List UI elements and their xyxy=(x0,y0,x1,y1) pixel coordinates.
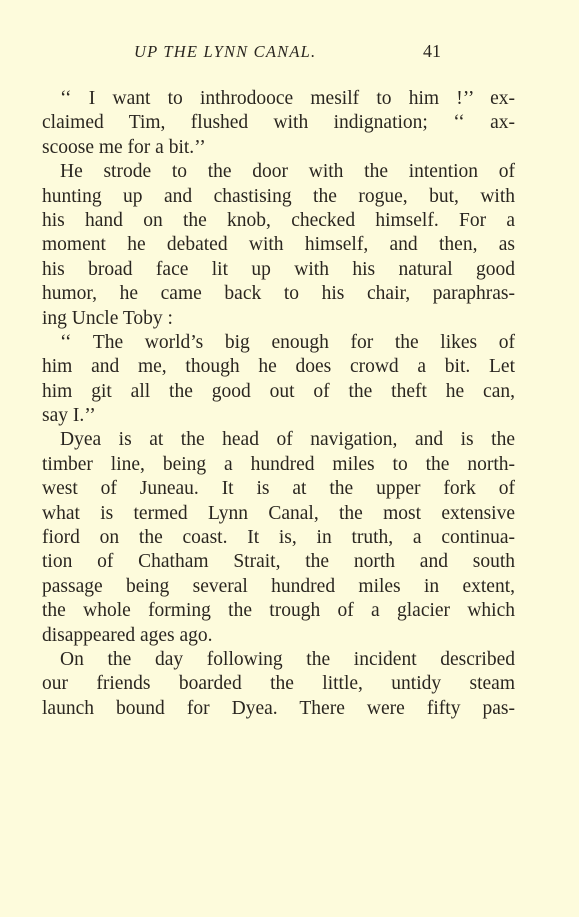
text-line: our friends boarded the little, untidy steam xyxy=(42,673,515,695)
text-line: say I.’’ xyxy=(42,405,96,427)
text-line: humor, he came back to his chair, paraphras- xyxy=(42,283,515,305)
text-line: hunting up and chastising the rogue, but, with xyxy=(42,185,515,207)
text-line: moment he debated with himself, and then, as xyxy=(42,234,515,256)
text-line: tion of Chatham Strait, the north and south xyxy=(42,551,515,573)
running-title: UP THE LYNN CANAL. xyxy=(134,42,317,61)
text-line: ‘‘ I want to inthrodooce mesilf to him !’’ ex- xyxy=(60,88,515,109)
text-line: him git all the good out of the theft he can, xyxy=(42,380,515,402)
text-line: claimed Tim, flushed with indignation; ‘‘ ax- xyxy=(42,112,515,134)
page-number: 41 xyxy=(423,41,441,61)
text-line: his hand on the knob, checked himself. For a xyxy=(42,209,515,231)
text-line: west of Juneau. It is at the upper fork of xyxy=(42,478,515,500)
text-line: ‘‘ The world’s big enough for the likes of xyxy=(60,331,515,353)
text-line: ing Uncle Toby : xyxy=(42,307,173,329)
text-line: what is termed Lynn Canal, the most extensive xyxy=(42,502,515,524)
text-line: his broad face lit up with his natural good xyxy=(42,258,515,280)
text-line: launch bound for Dyea. There were fifty pas- xyxy=(42,697,515,719)
text-line: the whole forming the trough of a glacier which xyxy=(42,600,515,622)
text-line: timber line, being a hundred miles to the north- xyxy=(42,453,515,475)
text-line: fiord on the coast. It is, in truth, a continua- xyxy=(42,527,515,549)
text-line: passage being several hundred miles in extent, xyxy=(42,575,515,597)
text-line: On the day following the incident described xyxy=(60,648,515,670)
body-text xyxy=(42,87,515,721)
text-line: scoose me for a bit.’’ xyxy=(42,136,206,158)
text-line: Dyea is at the head of navigation, and is the xyxy=(60,429,515,451)
text-line: disappeared ages ago. xyxy=(42,624,213,646)
text-line: him and me, though he does crowd a bit. Let xyxy=(42,356,515,378)
text-line: He strode to the door with the intention of xyxy=(60,161,515,183)
